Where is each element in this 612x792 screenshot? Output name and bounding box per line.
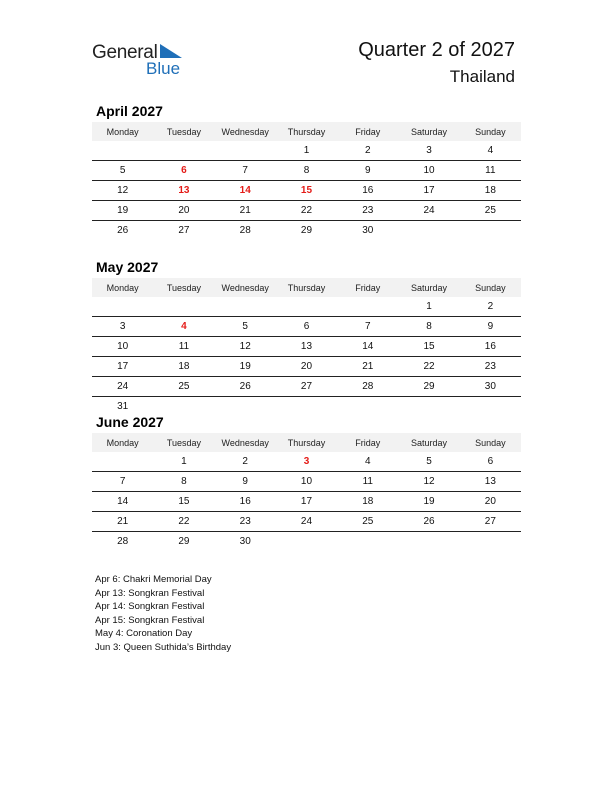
day-cell: 12 (215, 337, 276, 357)
day-cell: 9 (337, 161, 398, 181)
day-cell: 13 (460, 472, 521, 492)
day-cell: 9 (460, 317, 521, 337)
day-cell: 23 (337, 201, 398, 221)
day-cell: 22 (398, 357, 459, 377)
day-cell: 28 (239, 225, 251, 236)
day-cell (276, 532, 337, 552)
weekday-header: Tuesday (153, 278, 214, 297)
day-cell: 6 (276, 317, 337, 337)
week-row (92, 161, 521, 181)
day-cell: 25 (153, 377, 214, 397)
day-cell: 20 (153, 201, 214, 221)
day-cell (337, 297, 398, 317)
day-cell: 24 (398, 201, 459, 221)
day-cell: 8 (153, 472, 214, 492)
day-cell: 2 (460, 297, 521, 317)
weekday-header: Sunday (460, 122, 521, 141)
day-cell: 19 (215, 357, 276, 377)
day-cell: 29 (300, 225, 313, 236)
weekday-header: Wednesday (215, 433, 276, 452)
calendar-table (92, 278, 521, 416)
day-cell: 4 (460, 141, 521, 161)
day-cell: 18 (153, 357, 214, 377)
calendar-table (92, 122, 521, 240)
day-cell: 27 (460, 512, 521, 532)
day-cell: 15 (276, 181, 337, 201)
day-cell: 1 (153, 452, 214, 472)
day-cell: 14 (337, 337, 398, 357)
day-cell: 9 (215, 472, 276, 492)
weekday-header: Thursday (276, 122, 337, 141)
day-cell: 8 (276, 161, 337, 181)
weekday-header: Tuesday (153, 433, 214, 452)
day-cell (398, 532, 459, 552)
day-cell (460, 221, 521, 241)
day-cell: 19 (398, 492, 459, 512)
weekday-header: Friday (337, 278, 398, 297)
day-cell: 7 (337, 317, 398, 337)
day-cell: 24 (92, 377, 153, 397)
day-cell (215, 141, 276, 161)
month-may (92, 258, 521, 416)
day-cell: 1 (276, 141, 337, 161)
weekday-header: Wednesday (215, 122, 276, 141)
day-cell: 25 (337, 512, 398, 532)
month-title: May 2027 (96, 259, 159, 275)
day-cell: 18 (337, 492, 398, 512)
day-cell (92, 141, 153, 161)
holiday-note: Jun 3: Queen Suthida’s Birthday (95, 641, 232, 653)
day-cell: 18 (460, 181, 521, 201)
week-row (92, 452, 521, 472)
day-cell: 30 (362, 225, 374, 236)
day-cell: 25 (460, 201, 521, 221)
day-cell: 3 (276, 452, 337, 472)
day-cell: 22 (153, 512, 214, 532)
week-row (92, 492, 521, 512)
day-cell (337, 532, 398, 552)
calendar-table (92, 433, 521, 551)
day-cell: 10 (276, 472, 337, 492)
day-cell: 3 (92, 317, 153, 337)
day-cell: 16 (460, 337, 521, 357)
weekday-header: Saturday (398, 278, 459, 297)
holiday-note: Apr 6: Chakri Memorial Day (95, 574, 212, 585)
day-cell: 12 (92, 181, 153, 201)
weekday-header: Monday (92, 278, 153, 297)
day-cell (398, 221, 459, 241)
day-cell: 20 (460, 492, 521, 512)
day-cell: 4 (153, 317, 214, 337)
brand-logo (92, 40, 192, 80)
day-cell: 29 (178, 536, 190, 547)
weekday-header: Monday (92, 433, 153, 452)
day-cell: 15 (398, 337, 459, 357)
day-cell: 7 (92, 472, 153, 492)
day-cell: 6 (460, 452, 521, 472)
day-cell: 2 (215, 452, 276, 472)
day-cell: 21 (92, 512, 153, 532)
day-cell: 11 (153, 337, 214, 357)
day-cell: 30 (460, 377, 521, 397)
day-cell (215, 297, 276, 317)
logo-blue-text: Blue (146, 59, 181, 78)
holiday-note: May 4: Coronation Day (95, 628, 193, 640)
day-cell: 17 (276, 492, 337, 512)
day-cell: 28 (337, 377, 398, 397)
holiday-note: Apr 13: Songkran Festival (95, 587, 205, 599)
logo-flag-icon (160, 44, 182, 58)
week-row (92, 532, 521, 552)
day-cell: 13 (276, 337, 337, 357)
day-cell (92, 452, 153, 472)
country-name: Thailand (449, 67, 515, 86)
day-cell (153, 297, 214, 317)
day-cell: 21 (337, 357, 398, 377)
weekday-header: Tuesday (153, 122, 214, 141)
weekday-header: Friday (337, 122, 398, 141)
day-cell: 26 (398, 512, 459, 532)
day-cell: 23 (460, 357, 521, 377)
weekday-header: Thursday (276, 433, 337, 452)
day-cell (460, 532, 521, 552)
day-cell: 5 (215, 317, 276, 337)
week-row (92, 472, 521, 492)
day-cell: 16 (337, 181, 398, 201)
weekday-header: Friday (337, 433, 398, 452)
day-cell: 24 (276, 512, 337, 532)
weekday-header: Saturday (398, 122, 459, 141)
week-row (92, 201, 521, 221)
day-cell: 26 (215, 377, 276, 397)
weekday-header: Thursday (276, 278, 337, 297)
day-cell: 6 (153, 161, 214, 181)
day-cell: 3 (398, 141, 459, 161)
day-cell: 11 (460, 161, 521, 181)
day-cell (153, 141, 214, 161)
day-cell: 16 (215, 492, 276, 512)
day-cell: 12 (398, 472, 459, 492)
day-cell: 21 (215, 201, 276, 221)
week-row (92, 297, 521, 317)
day-cell: 15 (153, 492, 214, 512)
holiday-note: Apr 14: Songkran Festival (95, 601, 205, 613)
day-cell: 23 (215, 512, 276, 532)
day-cell (92, 297, 153, 317)
week-row (92, 221, 521, 241)
weekday-header: Monday (92, 122, 153, 141)
weekday-header: Wednesday (215, 278, 276, 297)
day-cell: 1 (398, 297, 459, 317)
day-cell: 27 (276, 377, 337, 397)
day-cell: 11 (337, 472, 398, 492)
page-title: Quarter 2 of 2027 (358, 39, 515, 61)
day-cell: 17 (92, 357, 153, 377)
day-cell: 28 (117, 536, 129, 547)
weekday-header: Sunday (460, 278, 521, 297)
weekday-header: Sunday (460, 433, 521, 452)
day-cell: 26 (117, 225, 129, 236)
week-row (92, 377, 521, 397)
day-cell: 10 (92, 337, 153, 357)
day-cell: 22 (276, 201, 337, 221)
week-row (92, 181, 521, 201)
day-cell: 30 (239, 536, 251, 547)
day-cell: 7 (215, 161, 276, 181)
week-row (92, 317, 521, 337)
day-cell: 8 (398, 317, 459, 337)
day-cell: 13 (153, 181, 214, 201)
day-cell: 27 (178, 225, 190, 236)
day-cell: 2 (337, 141, 398, 161)
month-june (92, 413, 521, 551)
week-row (92, 141, 521, 161)
day-cell: 29 (398, 377, 459, 397)
day-cell: 10 (398, 161, 459, 181)
day-cell (276, 297, 337, 317)
weekday-header: Saturday (398, 433, 459, 452)
day-cell: 17 (398, 181, 459, 201)
day-cell: 14 (92, 492, 153, 512)
month-april (92, 102, 521, 240)
day-cell: 14 (215, 181, 276, 201)
week-row (92, 512, 521, 532)
week-row (92, 357, 521, 377)
holiday-note: Apr 15: Songkran Festival (95, 614, 205, 626)
week-row (92, 337, 521, 357)
day-cell: 5 (92, 161, 153, 181)
day-cell: 5 (398, 452, 459, 472)
day-cell: 20 (276, 357, 337, 377)
day-cell: 31 (117, 401, 129, 412)
day-cell: 19 (92, 201, 153, 221)
month-title: April 2027 (96, 103, 163, 119)
logo-general-text: General (92, 42, 158, 63)
holiday-notes (95, 573, 231, 655)
day-cell: 4 (337, 452, 398, 472)
month-title: June 2027 (96, 414, 164, 430)
